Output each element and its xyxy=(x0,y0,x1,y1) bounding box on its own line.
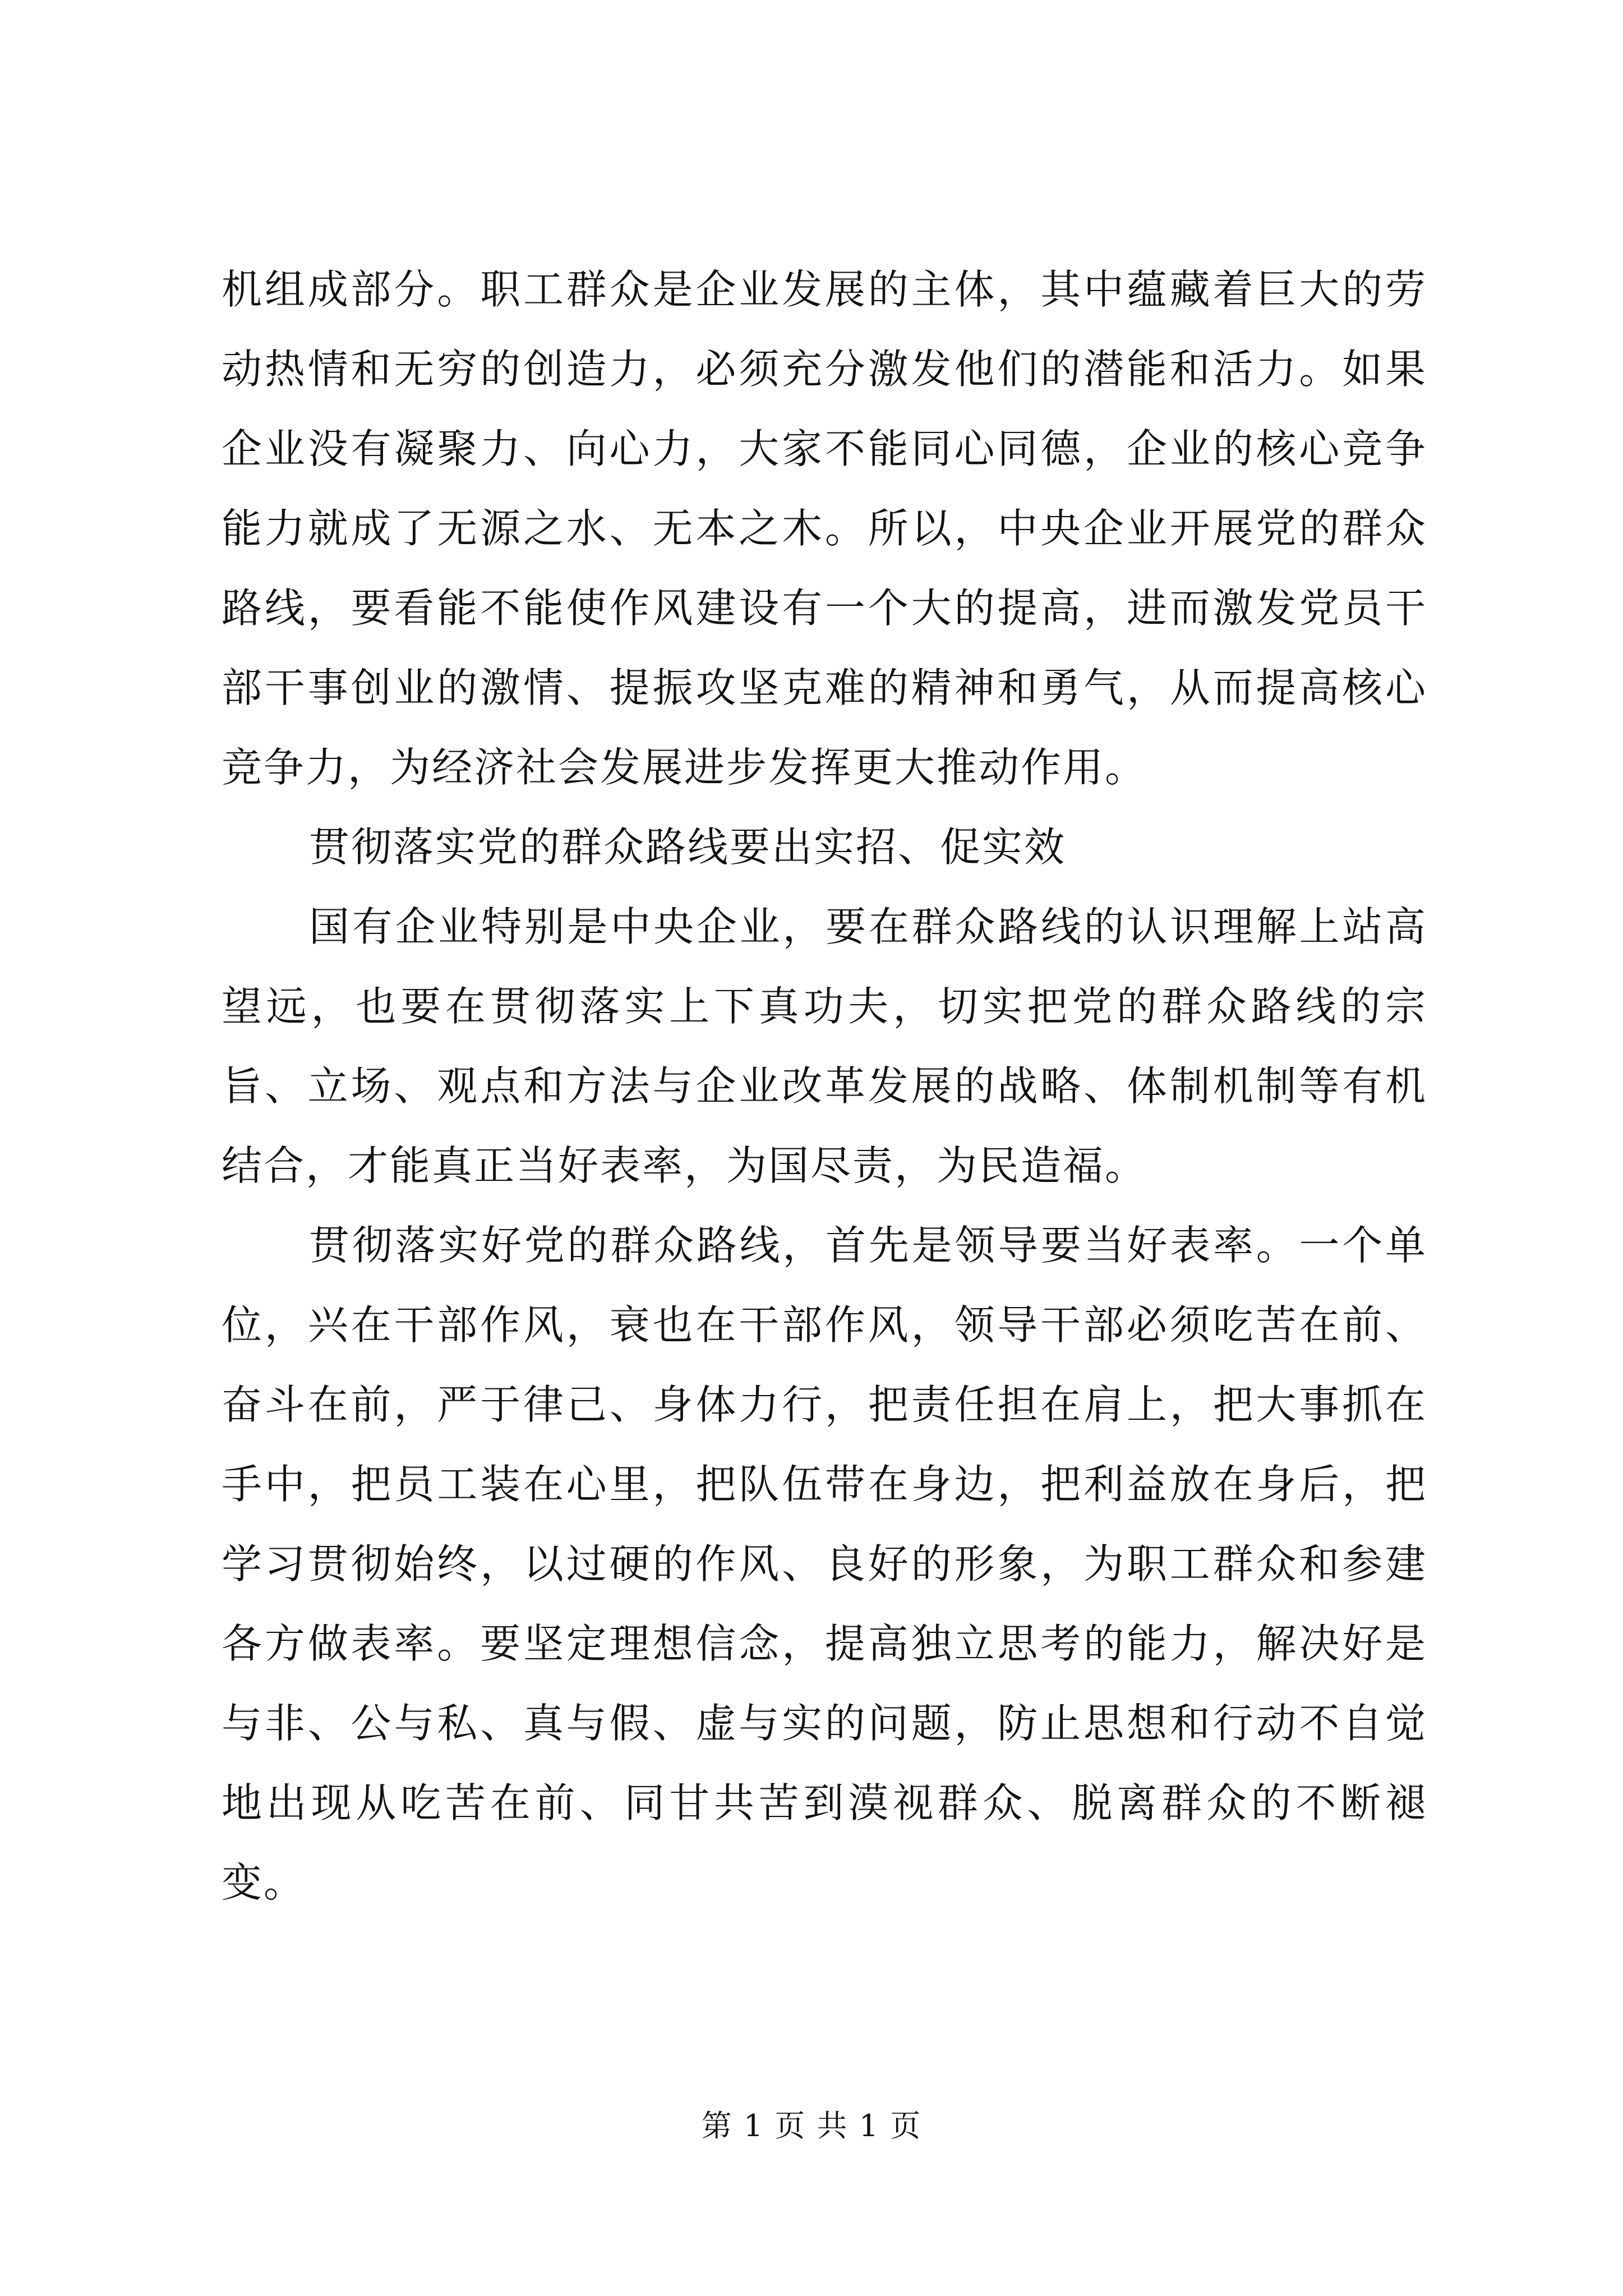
paragraph-leadership: 贯彻落实好党的群众路线，首先是领导要当好表率。一个单位，兴在干部作风，衰也在干部作风，领导干部必须吃苦在前、奋斗在前，严于律己、身体力行，把责任担在肩上，把大事抓在手中，把员工装在心里，把队伍带在身边，把利益放在身后，把学习贯彻始终，以过硬的作风、良好的形象，为职工群众和参建各方做表率。要坚定理想信念，提高独立思考的能力，解决好是与非、公与私、真与假、虚与实的问题，防止思想和行动不自觉地出现从吃苦在前、同甘共苦到漠视群众、脱离群众的不断褪变。 xyxy=(222,1222,1427,1906)
section-heading: 贯彻落实党的群众路线要出实招、促实效 xyxy=(309,823,1067,871)
paragraph-continuation: 机组成部分。职工群众是企业发展的主体，其中蕴藏着巨大的劳动热情和无穷的创造力，必须充分激发他们的潜能和活力。如果企业没有凝聚力、向心力，大家不能同心同德，企业的核心竞争能力就成了无源之水、无本之木。所以，中央企业开展党的群众路线，要看能不能使作风建设有一个大的提高，进而激发党员干部干事创业的激情、提振攻坚克难的精神和勇气，从而提高核心竞争力，为经济社会发展进步发挥更大推动作用。 xyxy=(222,266,1427,791)
page-footer: 第 1 页 共 1 页 xyxy=(701,2108,922,2143)
paragraph-state-enterprises: 国有企业特别是中央企业，要在群众路线的认识理解上站高望远，也要在贯彻落实上下真功夫，切实把党的群众路线的宗旨、立场、观点和方法与企业改革发展的战略、体制机制等有机结合，才能真正当好表率，为国尽责，为民造福。 xyxy=(222,903,1427,1189)
document-body xyxy=(222,250,1427,1922)
